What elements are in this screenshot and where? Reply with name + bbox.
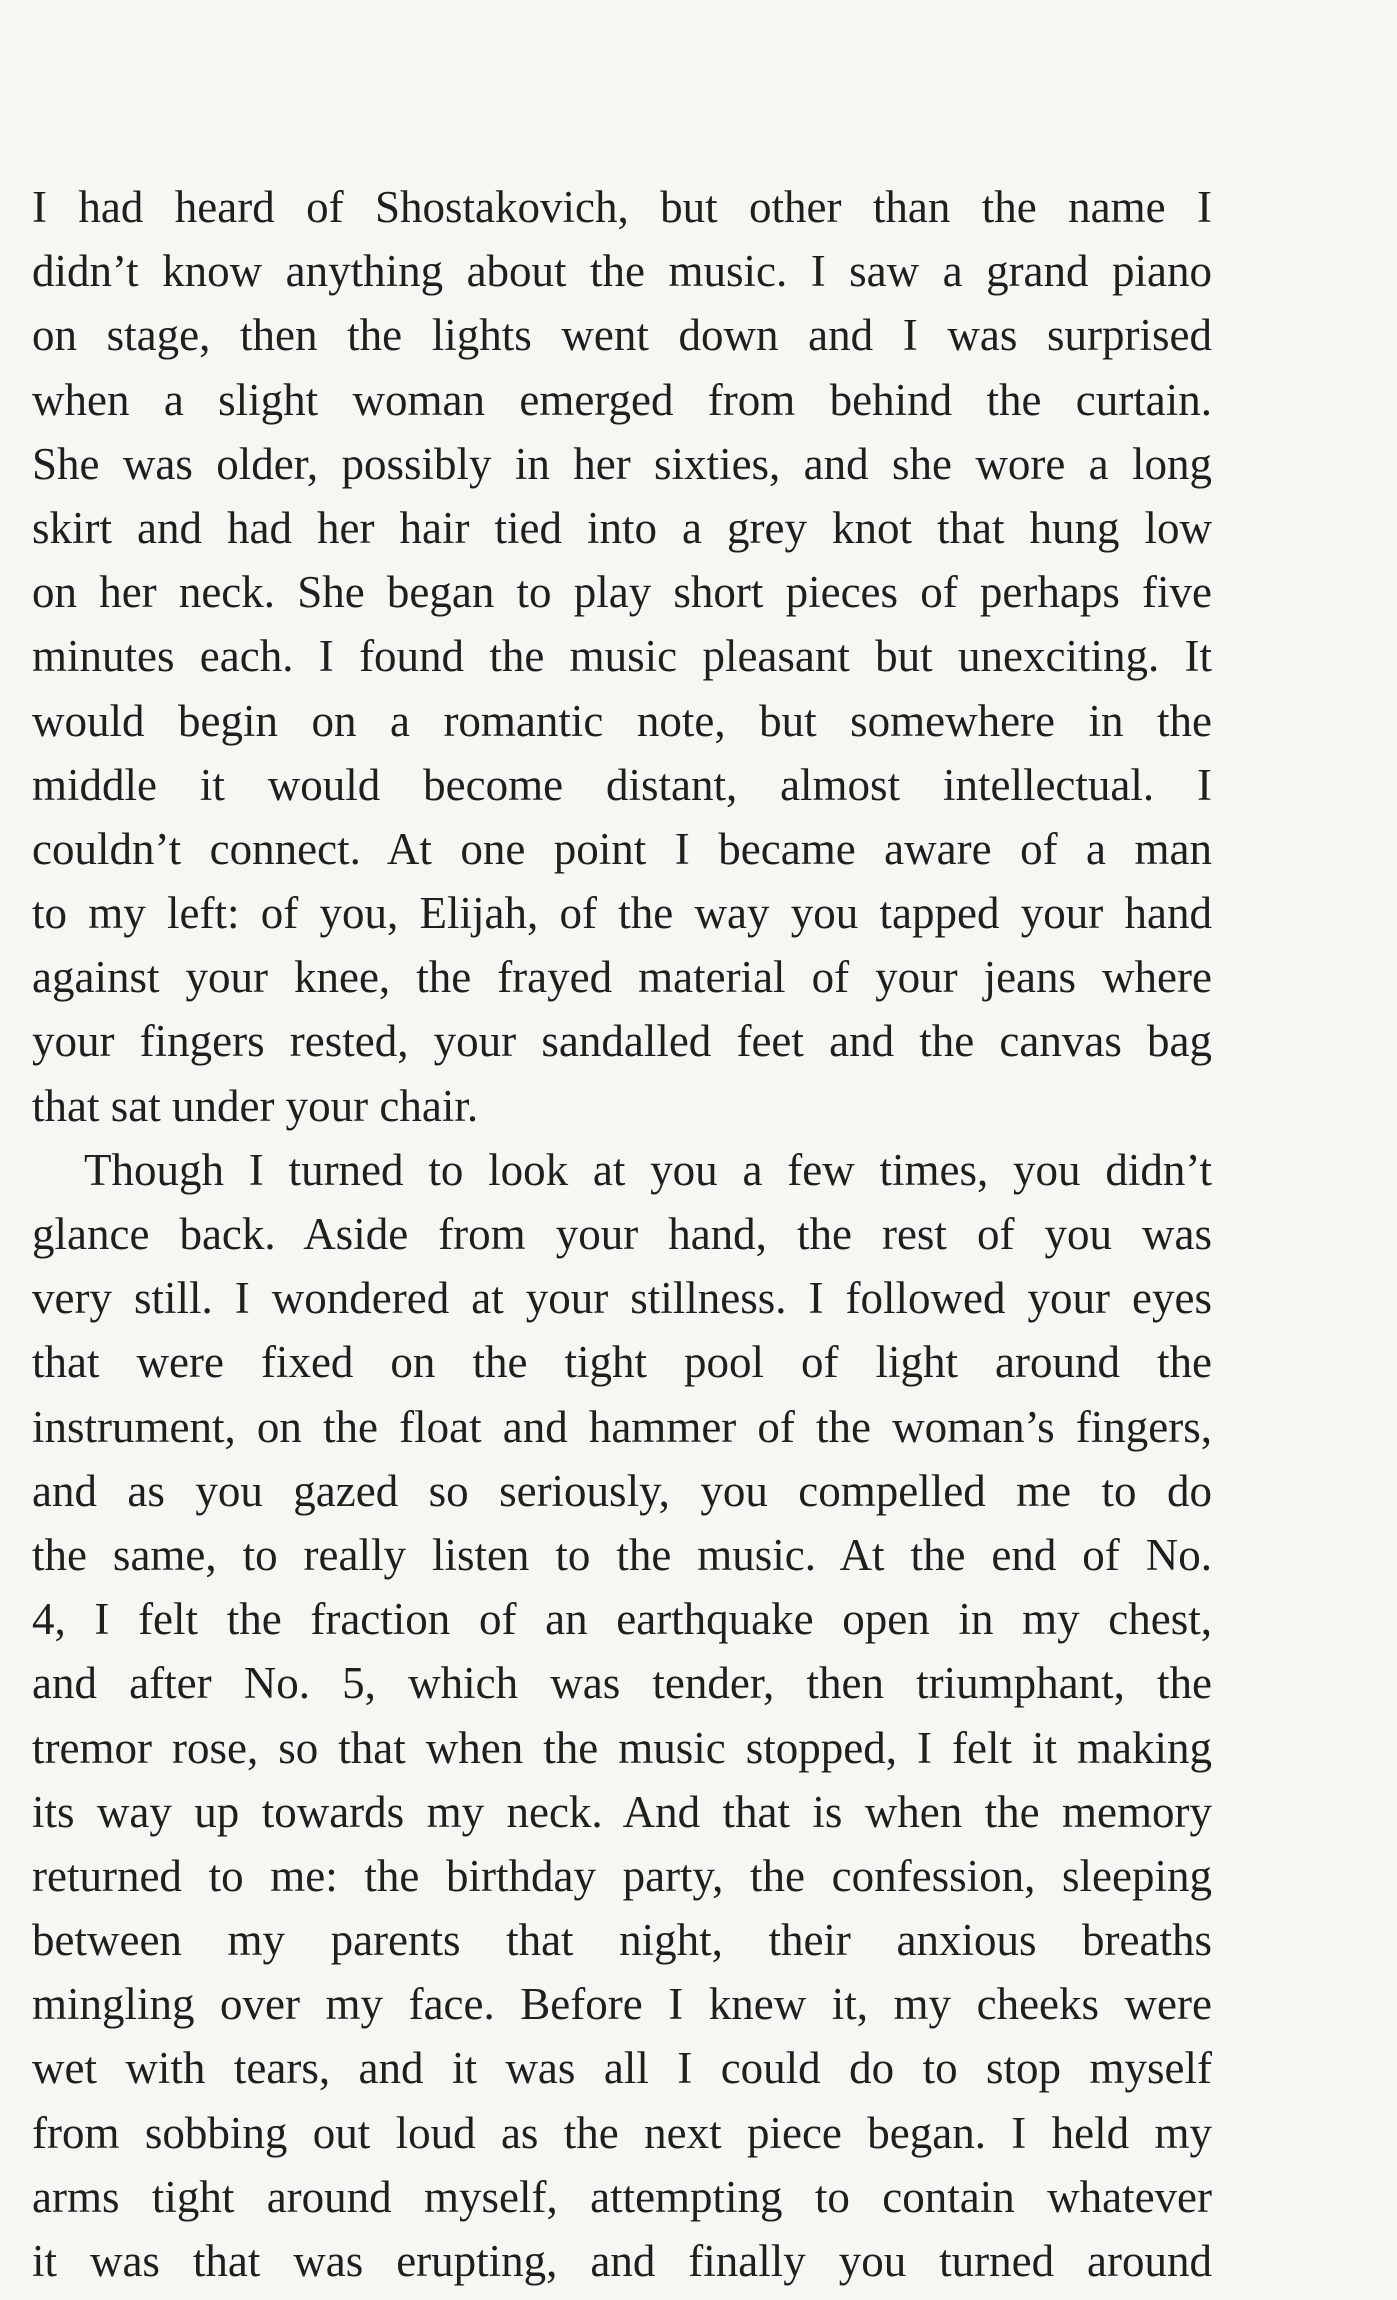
text-line: and as you gazed so seriously, you compelled me to do — [32, 1465, 1212, 1516]
text-line: 4, I felt the fraction of an earthquake open in my chest, — [32, 1594, 1212, 1645]
text-line: returned to me: the birthday party, the confession, sleeping — [32, 1850, 1212, 1901]
text-line: arms tight around myself, attempting to contain whatever — [32, 2171, 1212, 2222]
text-line: middle it would become distant, almost intellectual. I — [32, 759, 1212, 810]
text-line: between my parents that night, their anxious breaths — [32, 1915, 1212, 1966]
text-line: skirt and had her hair tied into a grey knot that hung low — [32, 502, 1212, 553]
text-line: on her neck. She began to play short pieces of perhaps five — [32, 567, 1212, 618]
text-line: it was that was erupting, and finally you turned around — [32, 2236, 1212, 2286]
text-line: Though I turned to look at you a few times, you didn’t — [84, 1144, 1212, 1195]
text-line: and after No. 5, which was tender, then triumphant, the — [32, 1658, 1212, 1709]
text-line: minutes each. I found the music pleasant but unexciting. It — [32, 631, 1212, 682]
text-line: its way up towards my neck. And that is when the memory — [32, 1786, 1212, 1837]
text-line: wet with tears, and it was all I could do to stop myself — [32, 2043, 1212, 2094]
text-line: that were fixed on the tight pool of light around the — [32, 1337, 1212, 1388]
text-line: the same, to really listen to the music. At the end of No. — [32, 1529, 1212, 1580]
text-line: instrument, on the float and hammer of the woman’s fingers, — [32, 1401, 1212, 1452]
text-line: She was older, possibly in her sixties, and she wore a long — [32, 438, 1212, 489]
text-line: on stage, then the lights went down and I was surprised — [32, 310, 1212, 361]
text-line: against your knee, the frayed material of your jeans where — [32, 952, 1212, 1003]
text-line: glance back. Aside from your hand, the rest of you was — [32, 1209, 1212, 1259]
body-text — [32, 175, 1212, 2293]
text-line: tremor rose, so that when the music stopped, I felt it making — [32, 1722, 1212, 1773]
text-line: couldn’t connect. At one point I became aware of a man — [32, 823, 1212, 874]
text-line: I had heard of Shostakovich, but other than the name I — [32, 182, 1212, 232]
text-line: from sobbing out loud as the next piece began. I held my — [32, 2107, 1212, 2158]
text-line: mingling over my face. Before I knew it, my cheeks were — [32, 1979, 1212, 2030]
text-line: very still. I wondered at your stillness. I followed your eyes — [32, 1273, 1212, 1324]
text-line: to my left: of you, Elijah, of the way you tapped your hand — [32, 888, 1212, 939]
text-line: would begin on a romantic note, but somewhere in the — [32, 695, 1212, 746]
text-line: your fingers rested, your sandalled feet and the canvas bag — [32, 1016, 1212, 1067]
text-line: when a slight woman emerged from behind the curtain. — [32, 374, 1212, 425]
text-line: that sat under your chair. — [32, 1080, 479, 1131]
text-line: didn’t know anything about the music. I saw a grand piano — [32, 246, 1212, 297]
